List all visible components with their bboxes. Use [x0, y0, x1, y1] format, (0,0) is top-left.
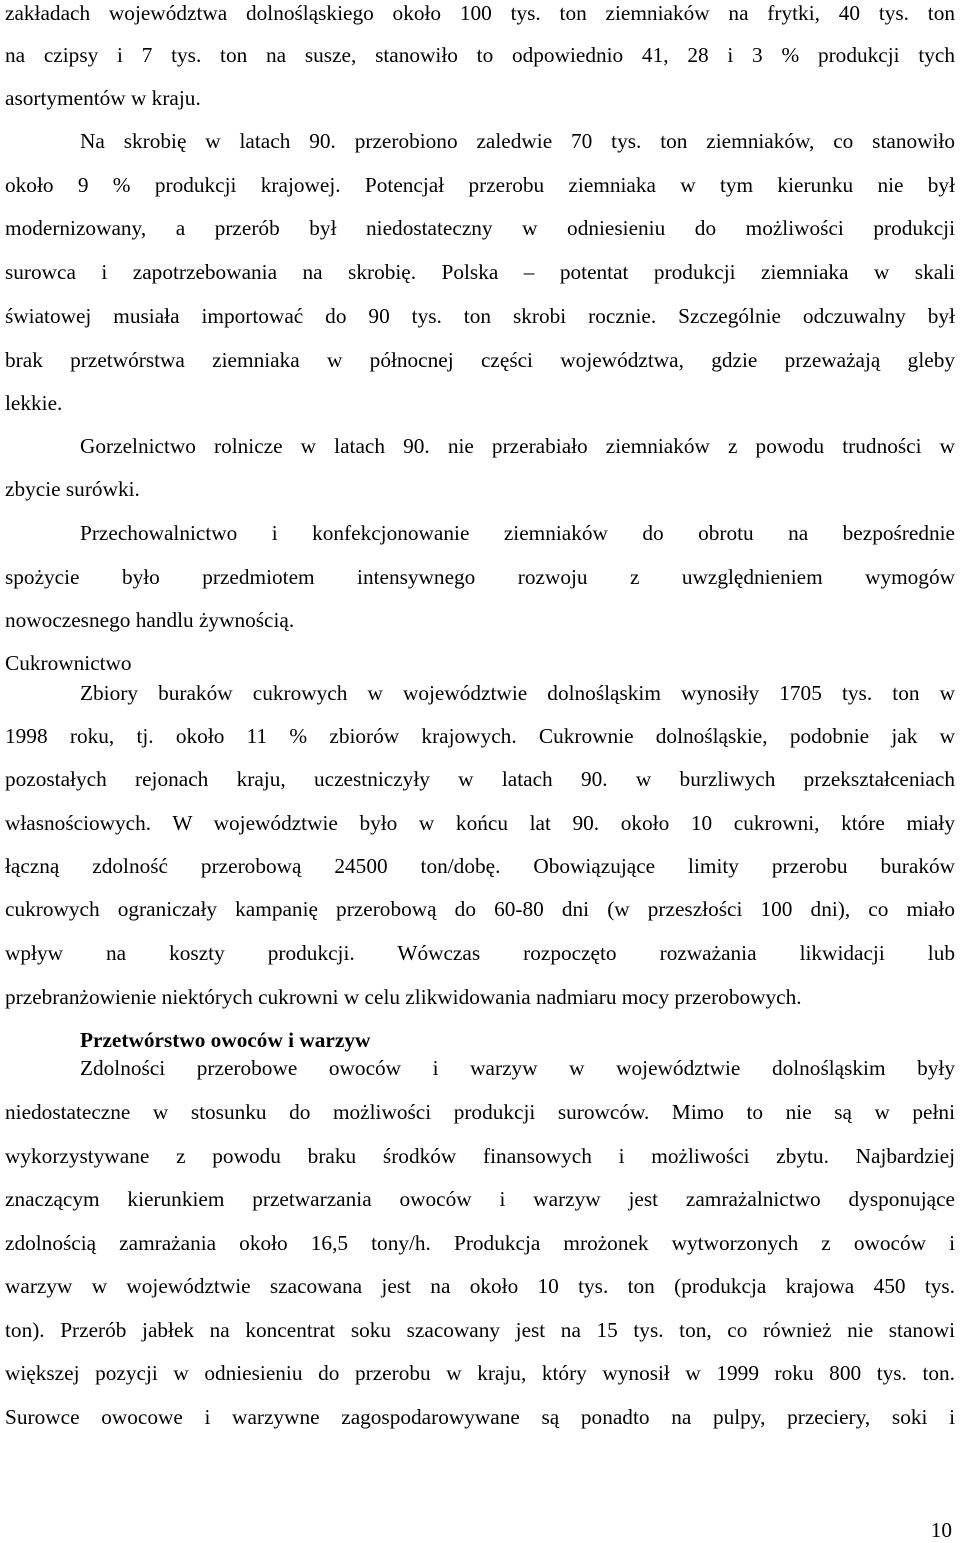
- text-line: warzyw w województwie szacowana jest na około 10 tys. ton (produkcja krajowa 450 tys.: [5, 1274, 955, 1298]
- section-title: Cukrownictwo: [5, 651, 132, 675]
- text-line: przebranżowienie niektórych cukrowni w celu zlikwidowania nadmiaru mocy przerobowych.: [5, 985, 802, 1009]
- text-line: lekkie.: [5, 391, 63, 415]
- text-line: Surowce owocowe i warzywne zagospodarowywane są ponadto na pulpy, przeciery, soki i: [5, 1405, 955, 1429]
- text-line: światowej musiała importować do 90 tys. ton skrobi rocznie. Szczególnie odczuwalny był: [5, 304, 955, 328]
- text-line: wpływ na koszty produkcji. Wówczas rozpoczęto rozważania likwidacji lub: [5, 941, 955, 965]
- text-line: Zbiory buraków cukrowych w województwie dolnośląskim wynosiły 1705 tys. ton w: [80, 681, 955, 705]
- text-line: własnościowych. W województwie było w końcu lat 90. około 10 cukrowni, które miały: [5, 811, 955, 835]
- text-line: 1998 roku, tj. około 11 % zbiorów krajowych. Cukrownie dolnośląskie, podobnie jak w: [5, 724, 955, 748]
- text-line: wykorzystywane z powodu braku środków finansowych i możliwości zbytu. Najbardziej: [5, 1144, 955, 1168]
- text-line: brak przetwórstwa ziemniaka w północnej części województwa, gdzie przeważają gleby: [5, 348, 955, 372]
- text-line: nowoczesnego handlu żywnością.: [5, 608, 295, 632]
- text-line: asortymentów w kraju.: [5, 86, 201, 110]
- text-line: spożycie było przedmiotem intensywnego rozwoju z uwzględnieniem wymogów: [5, 565, 955, 589]
- section-heading: Przetwórstwo owoców i warzyw: [80, 1028, 371, 1052]
- text-line: zakładach województwa dolnośląskiego około 100 tys. ton ziemniaków na frytki, 40 tys. ton: [5, 1, 955, 25]
- text-line: Przechowalnictwo i konfekcjonowanie ziemniaków do obrotu na bezpośrednie: [80, 521, 955, 545]
- text-line: zdolnością zamrażania około 16,5 tony/h. Produkcja mrożonek wytworzonych z owoców i: [5, 1231, 955, 1255]
- text-line: łączną zdolność przerobową 24500 ton/dobę. Obowiązujące limity przerobu buraków: [5, 854, 955, 878]
- text-line: ton). Przerób jabłek na koncentrat soku szacowany jest na 15 tys. ton, co również nie stanowi: [5, 1318, 955, 1342]
- text-line: Gorzelnictwo rolnicze w latach 90. nie przerabiało ziemniaków z powodu trudności w: [80, 434, 955, 458]
- text-line: cukrowych ograniczały kampanię przerobową do 60-80 dni (w przeszłości 100 dni), co miało: [5, 897, 955, 921]
- text-line: surowca i zapotrzebowania na skrobię. Polska – potentat produkcji ziemniaka w skali: [5, 260, 955, 284]
- text-line: Na skrobię w latach 90. przerobiono zaledwie 70 tys. ton ziemniaków, co stanowiło: [80, 129, 955, 153]
- text-line: niedostateczne w stosunku do możliwości produkcji surowców. Mimo to nie są w pełni: [5, 1100, 955, 1124]
- text-line: większej pozycji w odniesieniu do przerobu w kraju, który wynosił w 1999 roku 800 tys. ton.: [5, 1361, 955, 1385]
- text-line: Zdolności przerobowe owoców i warzyw w województwie dolnośląskim były: [80, 1056, 955, 1080]
- text-line: pozostałych rejonach kraju, uczestniczyły w latach 90. w burzliwych przekształceniach: [5, 767, 955, 791]
- page-number: 10: [930, 1518, 952, 1542]
- text-line: zbycie surówki.: [5, 477, 140, 501]
- text-line: modernizowany, a przerób był niedostateczny w odniesieniu do możliwości produkcji: [5, 216, 955, 240]
- text-line: znaczącym kierunkiem przetwarzania owoców i warzyw jest zamrażalnictwo dysponujące: [5, 1187, 955, 1211]
- text-line: na czipsy i 7 tys. ton na susze, stanowiło to odpowiednio 41, 28 i 3 % produkcji tych: [5, 43, 955, 67]
- text-line: około 9 % produkcji krajowej. Potencjał przerobu ziemniaka w tym kierunku nie był: [5, 173, 955, 197]
